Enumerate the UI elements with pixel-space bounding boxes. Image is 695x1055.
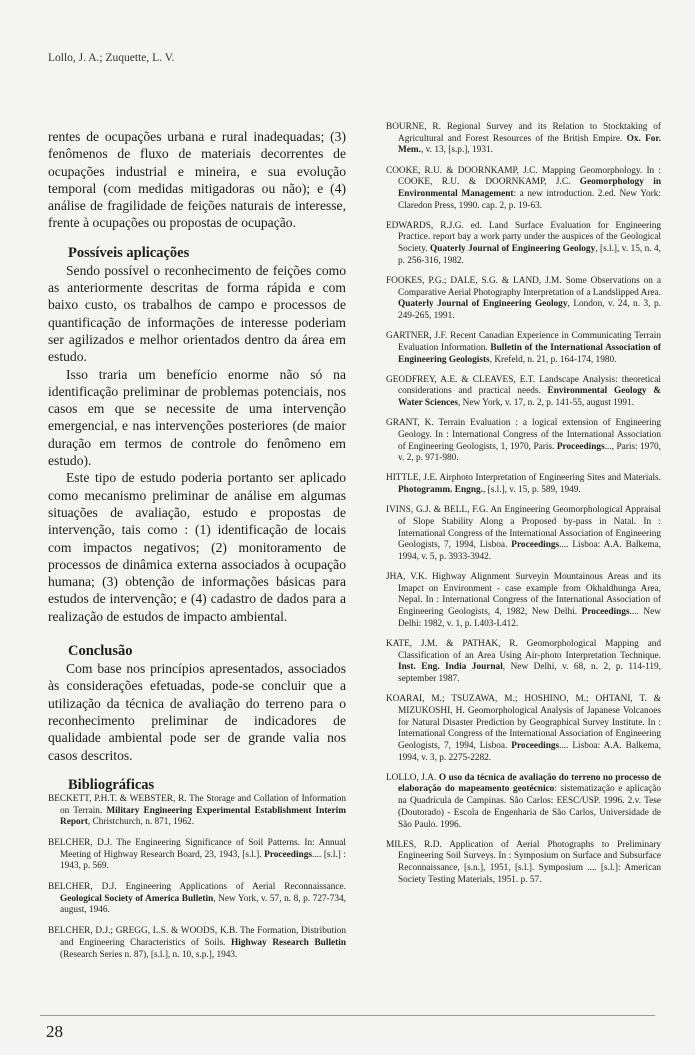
reference-details: , [s.l.], v. 15, p. 589, 1949. <box>482 485 581 496</box>
intro-paragraph: rentes de ocupações urbana e rural inadequadas; (3) fenômenos de fluxo de materiais decorrentes de ocupações industrial e mineira, e sua evolução temporal (com medidas mitigadoras ou não); e (4) análise de fragilidade de feições naturais de interesse, frente à ocupações ou propostas de ocupação. <box>48 129 346 231</box>
reference-source: Quaterly Journal of Engineering Geology <box>398 299 568 310</box>
section-heading-aplicacoes: Possíveis aplicações <box>68 244 190 261</box>
reference-entry <box>386 773 661 832</box>
reference-details: , New Delhi, v. 68, n. 2, p. 114-119, september 1987. <box>398 662 661 685</box>
reference-entry <box>386 840 661 887</box>
reference-source: O uso da técnica de avaliação do terreno no processo de elaboração do mapeamento geotécnico <box>398 772 661 795</box>
reference-details: : sistematização e aplicação na Quadrícula de Campinas. São Carlos: EESC/USP. 1996. 2.v. Tese (Doutorado) - Escola de Engenharia de São Carlos, Universidade de São Paulo. 1996. <box>398 784 662 830</box>
reference-text: KOARAI, M.; TSUZAWA, M.; HOSHINO, M.; OHTANI, T. & MIZUKOSHI, H. Geomorphological Analysis of Japanese Volcanoes for Natural Disaster Prediction by Geographical Survey Institute. In : International Congress of the International Association of Engineering Geologists, 7, 1994, Lisboa. <box>386 694 661 751</box>
body-paragraph: Sendo possível o reconhecimento de feições como as anteriormente descritas de forma rápida e com baixo custo, os trabalhos de campo e processos de quantificação de informações de interesse poderiam ser agilizados e melhor orientados dentro da área em estudo. <box>48 262 346 365</box>
reference-entry <box>386 694 661 764</box>
reference-entry <box>386 166 661 213</box>
reference-text: MILES, R.D. Application of Aerial Photographs to Preliminary Engineering Soil Surveys. In : Symposium on Surface and Subsurface Reconnaissance, [s.n.], 1951, [s.l.]. Symposium .... [s.l.]: American Society Testing Materials, 1951. p. 57. <box>386 839 661 885</box>
reference-entry <box>386 122 661 157</box>
reference-text: BOURNE, R. Regional Survey and its Relation to Stocktaking of Agricultural and Forest Resources of the British Empire. <box>386 122 661 144</box>
section-heading-bibliograficas: Bibliográficas <box>68 776 155 793</box>
reference-text: GRANT, K. Terrain Evaluation : a logical extension of Engineering Geology. In : International Congress of the International Association of Engineering Geologists, 1, 1970, Paris. <box>386 418 661 452</box>
reference-text: LOLLO, J.A. <box>386 772 439 783</box>
reference-details: , Christchurch, n. 871, 1962. <box>87 817 195 828</box>
reference-source: Proceedings <box>264 849 312 860</box>
reference-text: BELCHER, D.J.; GREGG, L.S. & WOODS, K.B. The Formation, Distribution and Engineering Characteristics of Soils. <box>48 926 346 948</box>
reference-entry <box>386 221 661 268</box>
reference-details: , New York, v. 57, n. 8, p. 727-734, august, 1946. <box>60 893 346 916</box>
reference-entry <box>386 331 661 366</box>
reference-details: .... Lisboa: A.A. Balkema, 1994, v. 5, p. 3933-3942. <box>398 540 661 562</box>
running-header: Lollo, J. A.; Zuquette, L. V. <box>48 52 175 64</box>
reference-details: ..., Paris: 1970, v. 2, p. 971-980. <box>398 441 661 464</box>
reference-text: COOKE, R.U. & DOORNKAMP, J.C. Mapping Geomorphology. In : COOKE, R.U. & DOORNKAMP, J.C. <box>386 165 661 188</box>
reference-source: Proceedings <box>511 740 560 751</box>
reference-source: Geological Society of America Bulletin <box>60 893 214 904</box>
reference-entry <box>386 276 661 323</box>
body-paragraph: Este tipo de estudo poderia portanto ser aplicado como mecanismo preliminar de análise em algumas situações de avaliação, estudo e propostas de intervenção, tais como : (1) identificação de locais com impactos negativos; (2) monitoramento de processos de dinâmica externa associados à ocupação humana; (3) obtenção de informações básicas para estudos de intervenção; e (4) cadastro de dados para a realização de estudos de impacto ambiental. <box>48 470 346 624</box>
reference-entry <box>386 375 661 410</box>
reference-source: Photogramm. Engng. <box>398 485 483 496</box>
page-number: 28 <box>46 1022 63 1041</box>
reference-entry <box>48 926 346 961</box>
reference-entry <box>386 505 661 564</box>
reference-entry <box>386 473 661 496</box>
footer-rule <box>40 1015 655 1016</box>
reference-source: Inst. Eng. India Journal <box>398 662 503 673</box>
reference-text: BECKETT, P.H.T. & WEBSTER, R. The Storage and Collation of Information on Terrain. <box>48 793 346 816</box>
reference-details: , v. 13, [s.p.], 1931. <box>420 145 493 156</box>
reference-details: : a new introduction. 2.ed. New York: Claredon Press, 1990. cap. 2, p. 19-63. <box>398 188 662 211</box>
reference-text: IVINS, G.J. & BELL, F.G. An Engineering Geomorphological Appraisal of Slope Stability Along a Proposed by-pass in Natal. In : International Congress of the International Association of Engineering Geologists, 7, 1994, Lisboa. <box>386 505 661 551</box>
reference-details: .... [s.l.] : 1943, p. 569. <box>60 849 346 872</box>
reference-text: KATE, J.M. & PATHAK, R. Geomorphological Mapping and Classification of an Area Using Air-photo Interpretation Technique. <box>386 638 661 661</box>
reference-entry <box>48 838 346 873</box>
left-column <box>48 128 346 970</box>
body-paragraph: Com base nos princípios apresentados, associados às considerações efetuadas, pode-se concluir que a utilização da técnica de avaliação do terreno para o reconhecimento preliminar de indicadores de qualidade ambiental pode ser de grande valia nos casos descritos. <box>48 661 346 763</box>
reference-details: (Research Series n. 87), [s.l.], n. 10, s.p.], 1943. <box>60 949 238 960</box>
reference-source: Environmental Geology & Water Sciences <box>398 386 661 409</box>
reference-details: , Krefeld, n. 21, p. 164-174, 1980. <box>489 354 617 365</box>
reference-text: JHA, V.K. Highway Alignment Surveyin Mountainous Areas and its Imapct on Environment - case example from Okhaldhunga Area, Nepal. In : International Congress of the International Association of Engineering Geologists, 4, 1982, New Delhi. <box>386 572 661 618</box>
reference-source: Proceedings <box>511 540 560 551</box>
body-paragraph: Isso traria um benefício enorme não só na identificação preliminar de problemas potenciais, nos casos em que se necessite de uma intervenção emergencial, e nas intervenções posteriores (de maior duração em termos de controle do fenômeno em estudo). <box>48 366 346 469</box>
reference-text: BELCHER, D.J. The Engineering Significance of Soil Patterns. In: Annual Meeting of Highway Research Board, 23, 1943, [s.l.]. <box>48 837 346 860</box>
reference-text: FOOKES, P.G.; DALE, S.G. & LAND, J.M. Some Observations on a Comparative Aerial Photography Interpretation of a Landslipped Area. <box>386 275 661 298</box>
reference-details: .... New Delhi: 1982, v. 1, p. I.403-I.412. <box>398 607 661 629</box>
reference-source: Geomorphology in Environmental Management <box>398 177 661 199</box>
reference-source: Quaterly Journal of Engineering Geology <box>430 244 596 255</box>
reference-details: , London, v. 24, n. 3, p. 249-265, 1991. <box>398 299 661 322</box>
reference-entry <box>48 794 346 829</box>
reference-entry <box>386 639 661 686</box>
reference-source: Ox. For. Mem. <box>398 133 661 156</box>
section-heading-conclusao: Conclusão <box>68 643 133 660</box>
right-column <box>386 122 661 895</box>
reference-source: Proceedings <box>556 441 605 452</box>
reference-text: GARTNER, J.F. Recent Canadian Experience in Communicating Terrain Evaluation Information. <box>386 331 661 353</box>
reference-source: Bulletin of the International Association of Engineering Geologists <box>398 342 661 365</box>
reference-entry <box>386 572 661 631</box>
reference-details: , [s.l.], v. 15, n. 4, p. 256-316, 1982. <box>398 244 662 266</box>
reference-source: Highway Research Bulletin <box>231 937 346 948</box>
reference-details: , New York, v. 17, n. 2, p. 141-55, august 1991. <box>458 398 635 409</box>
reference-details: .... Lisboa: A.A. Balkema, 1994, v. 3, p. 2275-2282. <box>398 740 661 763</box>
reference-text: EDWARDS, R.J.G. ed. Land Surface Evaluation for Engineering Practice. report bay a work party under the auspices of the Geological Society. <box>386 220 661 255</box>
reference-source: Proceedings <box>581 607 630 618</box>
reference-text: BELCHER, D.J. Engineering Applications of Aerial Reconnaissance. <box>48 882 346 893</box>
reference-entry <box>386 418 661 465</box>
reference-list-left <box>48 794 346 961</box>
reference-text: GEODFREY, A.E. & CLEAVES, E.T. Landscape Analysis: theoretical considerations and practical needs. <box>386 374 661 397</box>
reference-text: HITTLE, J.E. Airphoto Interpretation of Engineering Sites and Materials. <box>386 473 661 484</box>
reference-list-right <box>386 122 661 886</box>
reference-entry <box>48 882 346 917</box>
reference-source: Military Engineering Experimental Establishment Interim Report <box>60 805 346 828</box>
